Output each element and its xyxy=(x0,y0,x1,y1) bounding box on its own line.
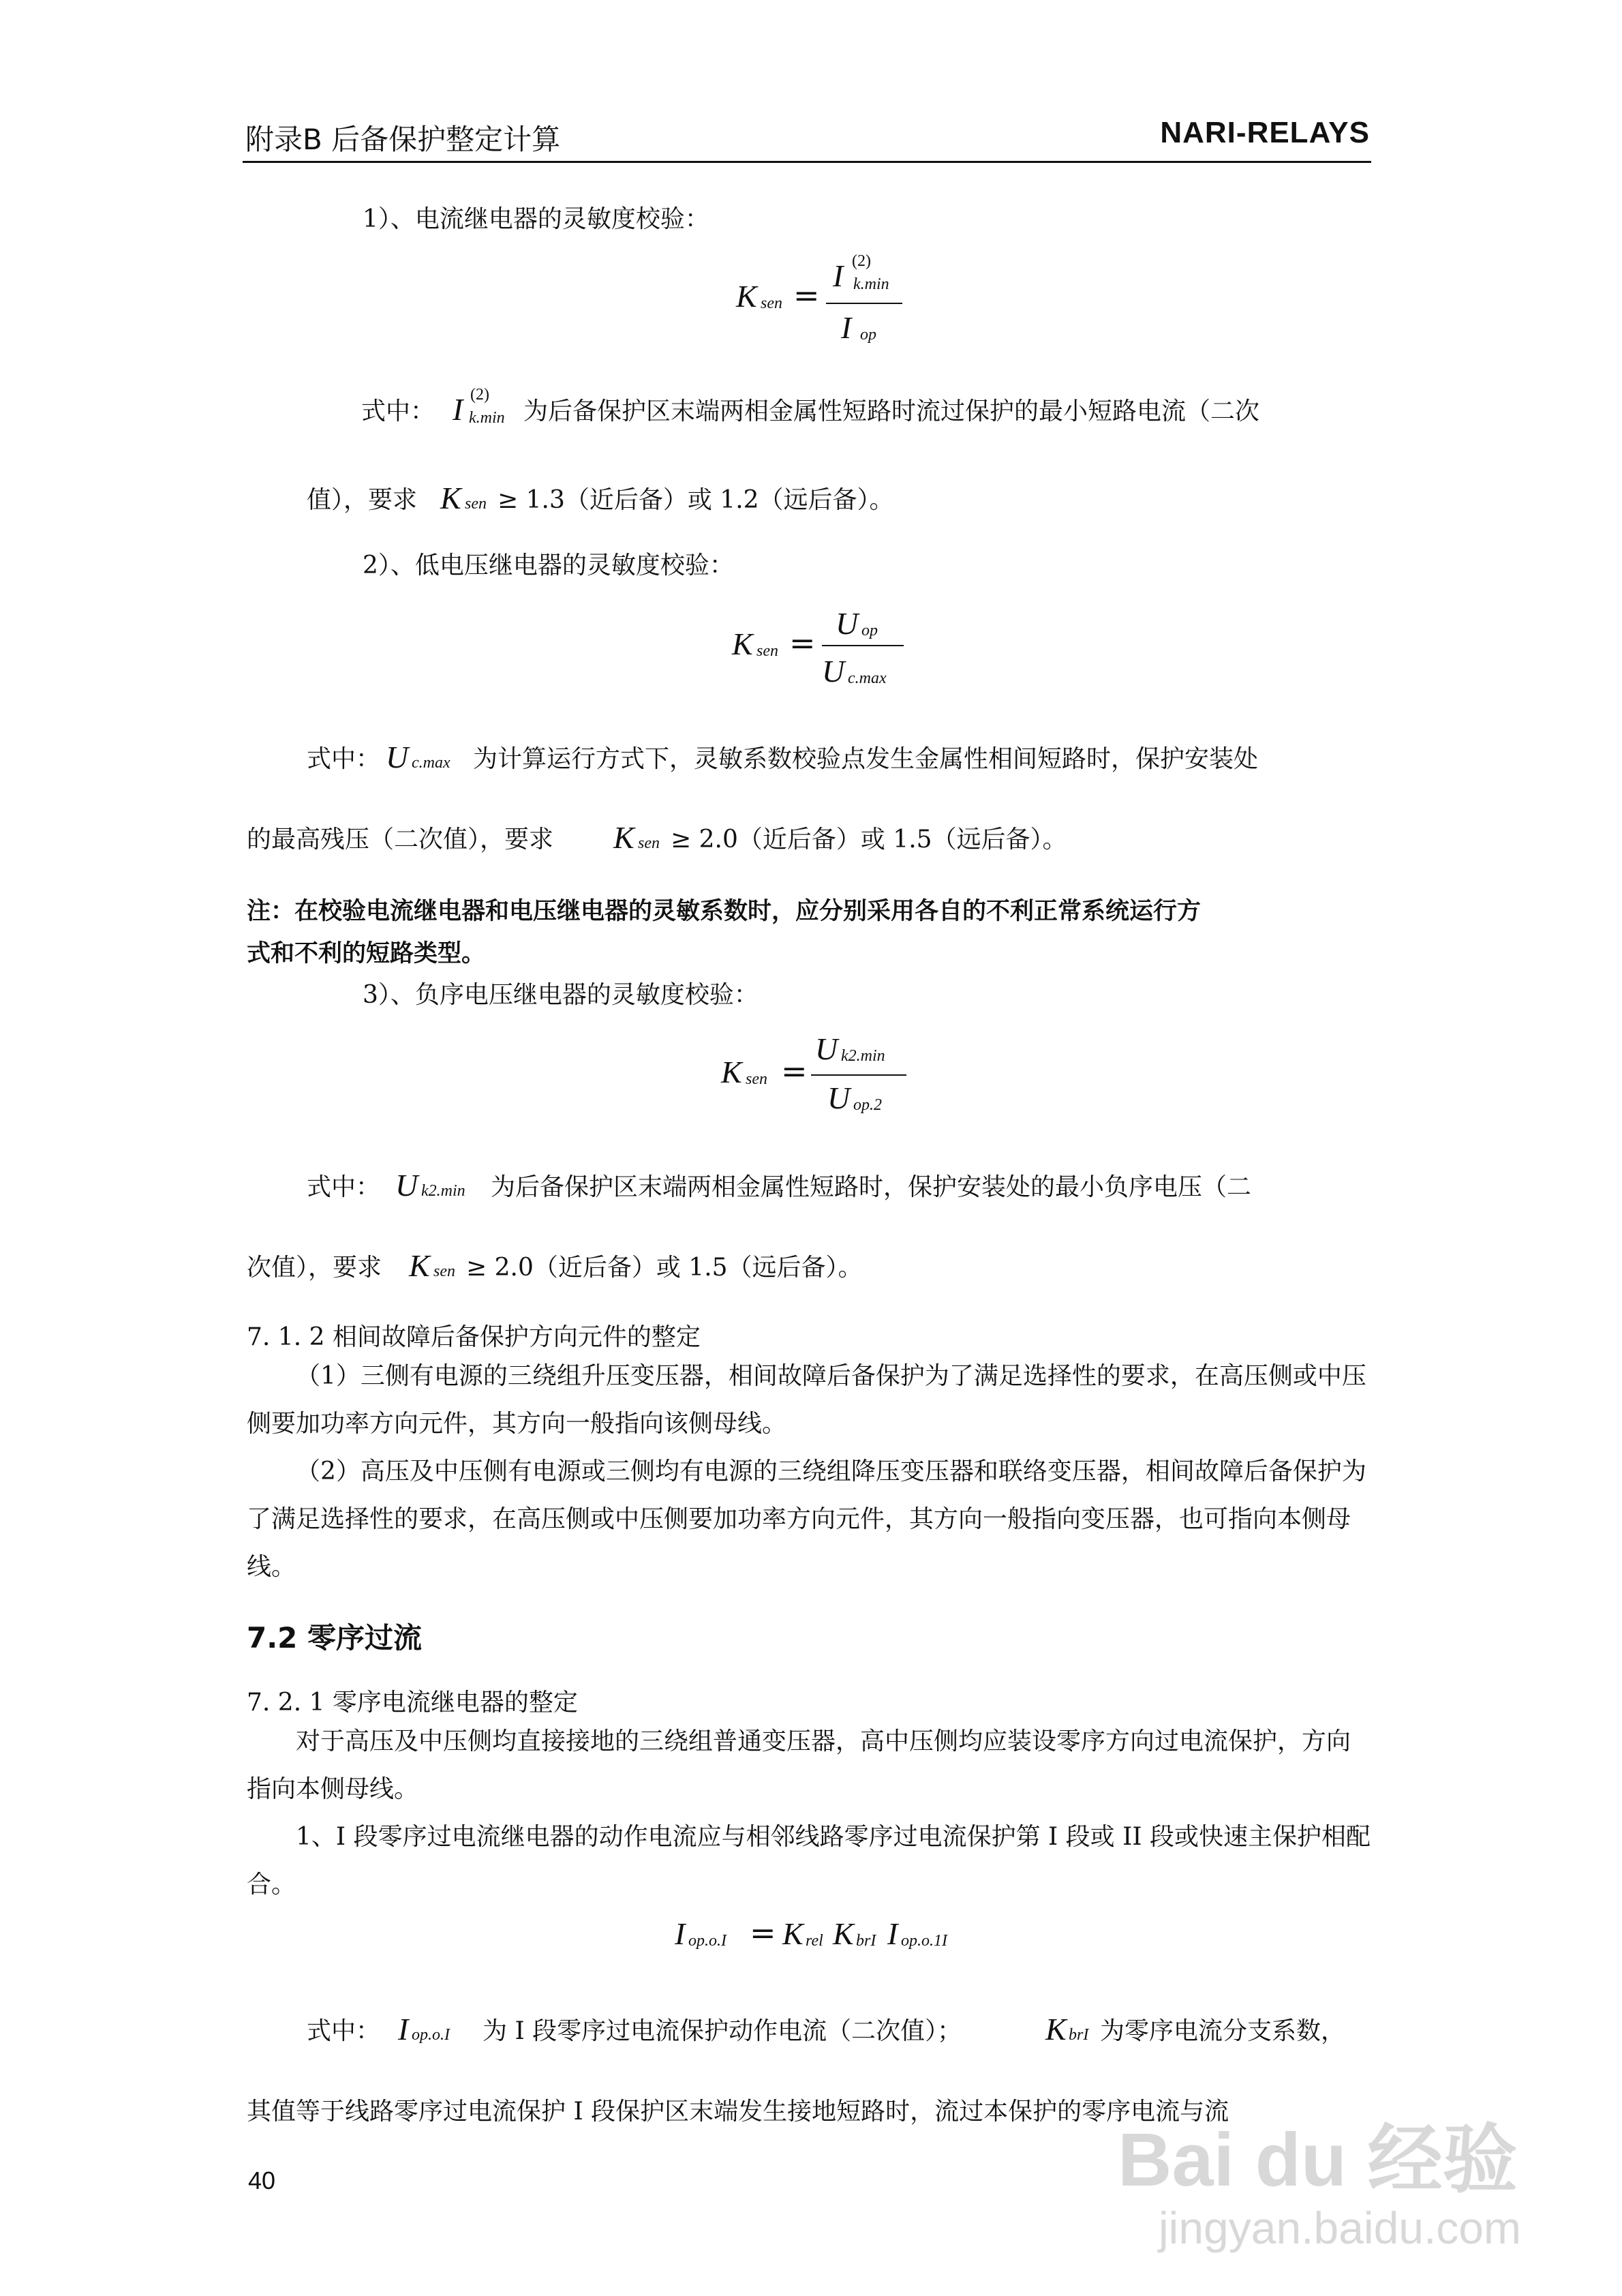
note-line-1: 注：在校验电流继电器和电压继电器的灵敏系数时，应分别采用各自的不利正常系统运行方 xyxy=(247,898,1202,925)
section-7-2-1-paragraph-1: 对于高压及中压侧均直接接地的三绕组普通变压器，高中压侧均应装设零序方向过电流保护，方向指向本侧母线。 xyxy=(247,1727,1351,1803)
section-7-1-2-paragraph-2: （2）高压及中压侧有电源或三侧均有电源的三绕组降压变压器和联络变压器，相间故障后备保护为了满足选择性的要求，在高压侧或中压侧要加功率方向元件，其方向一般指向变压器，也可指向本侧母线。 xyxy=(247,1457,1366,1581)
header-brand: NARI-RELAYS xyxy=(1160,116,1370,149)
header-rule xyxy=(243,161,1371,163)
section-7-2-heading: 7.2 零序过流 xyxy=(247,1621,423,1655)
section-7-2-1-paragraph-2: 1、I 段零序过电流继电器的动作电流应与相邻线路零序过电流保护第 I 段或 II 段或快速主保护相配合。 xyxy=(247,1823,1371,1899)
item1-title: 1）、电流继电器的灵敏度校验： xyxy=(363,205,709,233)
section-7-1-2-heading: 7. 1. 2 相间故障后备保护方向元件的整定 xyxy=(247,1323,701,1351)
watermark-url: jingyan.baidu.com xyxy=(1159,2203,1521,2253)
item3-title: 3）、负序电压继电器的灵敏度校验： xyxy=(363,981,759,1009)
note-line-2: 式和不利的短路类型。 xyxy=(247,940,486,967)
item2-title: 2）、低电压继电器的灵敏度校验： xyxy=(363,552,734,579)
section-7-1-2-paragraph-1: （1）三侧有电源的三绕组升压变压器，相间故障后备保护为了满足选择性的要求，在高压侧或中压侧要加功率方向元件，其方向一般指向该侧母线。 xyxy=(247,1362,1366,1438)
section-7-2-1-heading: 7. 2. 1 零序电流继电器的整定 xyxy=(247,1689,578,1717)
page-number: 40 xyxy=(248,2166,276,2194)
baidu-jingyan-logo-watermark: Bai du 经验 xyxy=(1118,2118,1518,2202)
header-chapter-title: 附录B 后备保护整定计算 xyxy=(245,123,561,156)
section-7-2-1-continuation: 其值等于线路零序过电流保护 I 段保护区末端发生接地短路时，流过本保护的零序电流与流 xyxy=(247,2098,1229,2126)
